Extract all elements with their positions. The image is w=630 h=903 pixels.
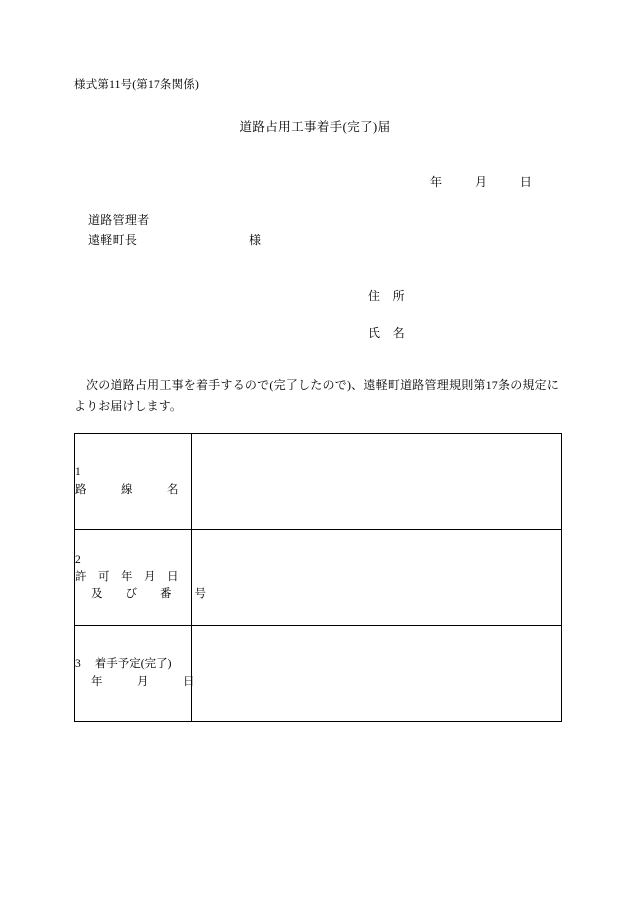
row-label-line2: 及 び 番 号 xyxy=(91,588,206,601)
table-row xyxy=(75,434,562,530)
table-row-value[interactable] xyxy=(192,434,562,530)
applicant-address-label: 住 所 xyxy=(368,289,405,303)
table-row xyxy=(75,626,562,722)
table-row-value[interactable] xyxy=(192,530,562,626)
date-day-label: 日 xyxy=(519,175,533,189)
form-number: 様式第11号(第17条関係) xyxy=(74,79,200,91)
row-number: 3 xyxy=(75,658,81,671)
table-row-value[interactable] xyxy=(192,626,562,722)
addressee-name: 遠軽町長 xyxy=(88,233,138,247)
table-row-label xyxy=(75,434,192,530)
addressee-honorific: 様 xyxy=(249,233,262,247)
date-month-label: 月 xyxy=(474,175,488,189)
applicant-name-label: 氏 名 xyxy=(368,326,405,340)
date-line xyxy=(430,173,532,190)
row-label-line2: 年 月 日 xyxy=(91,675,195,688)
page-title: 道路占用工事着手(完了)届 xyxy=(239,120,391,134)
date-year-label: 年 xyxy=(430,175,443,189)
table-row-label xyxy=(75,530,206,626)
form-table xyxy=(74,433,562,722)
row-label-line1: 許 可 年 月 日 xyxy=(75,570,179,583)
addressee-role: 道路管理者 xyxy=(88,213,150,227)
row-label-line1: 着手予定(完了) xyxy=(94,658,172,671)
row-label-line1: 路 線 名 xyxy=(75,483,179,496)
table-row-label xyxy=(75,626,195,722)
row-number: 2 xyxy=(75,553,81,566)
row-number: 1 xyxy=(75,466,81,479)
table-row xyxy=(75,530,562,626)
body-text: 次の道路占用工事を着手するので(完了したので)、遠軽町道路管理規則第17条の規定によりお届けします。 xyxy=(74,378,559,413)
